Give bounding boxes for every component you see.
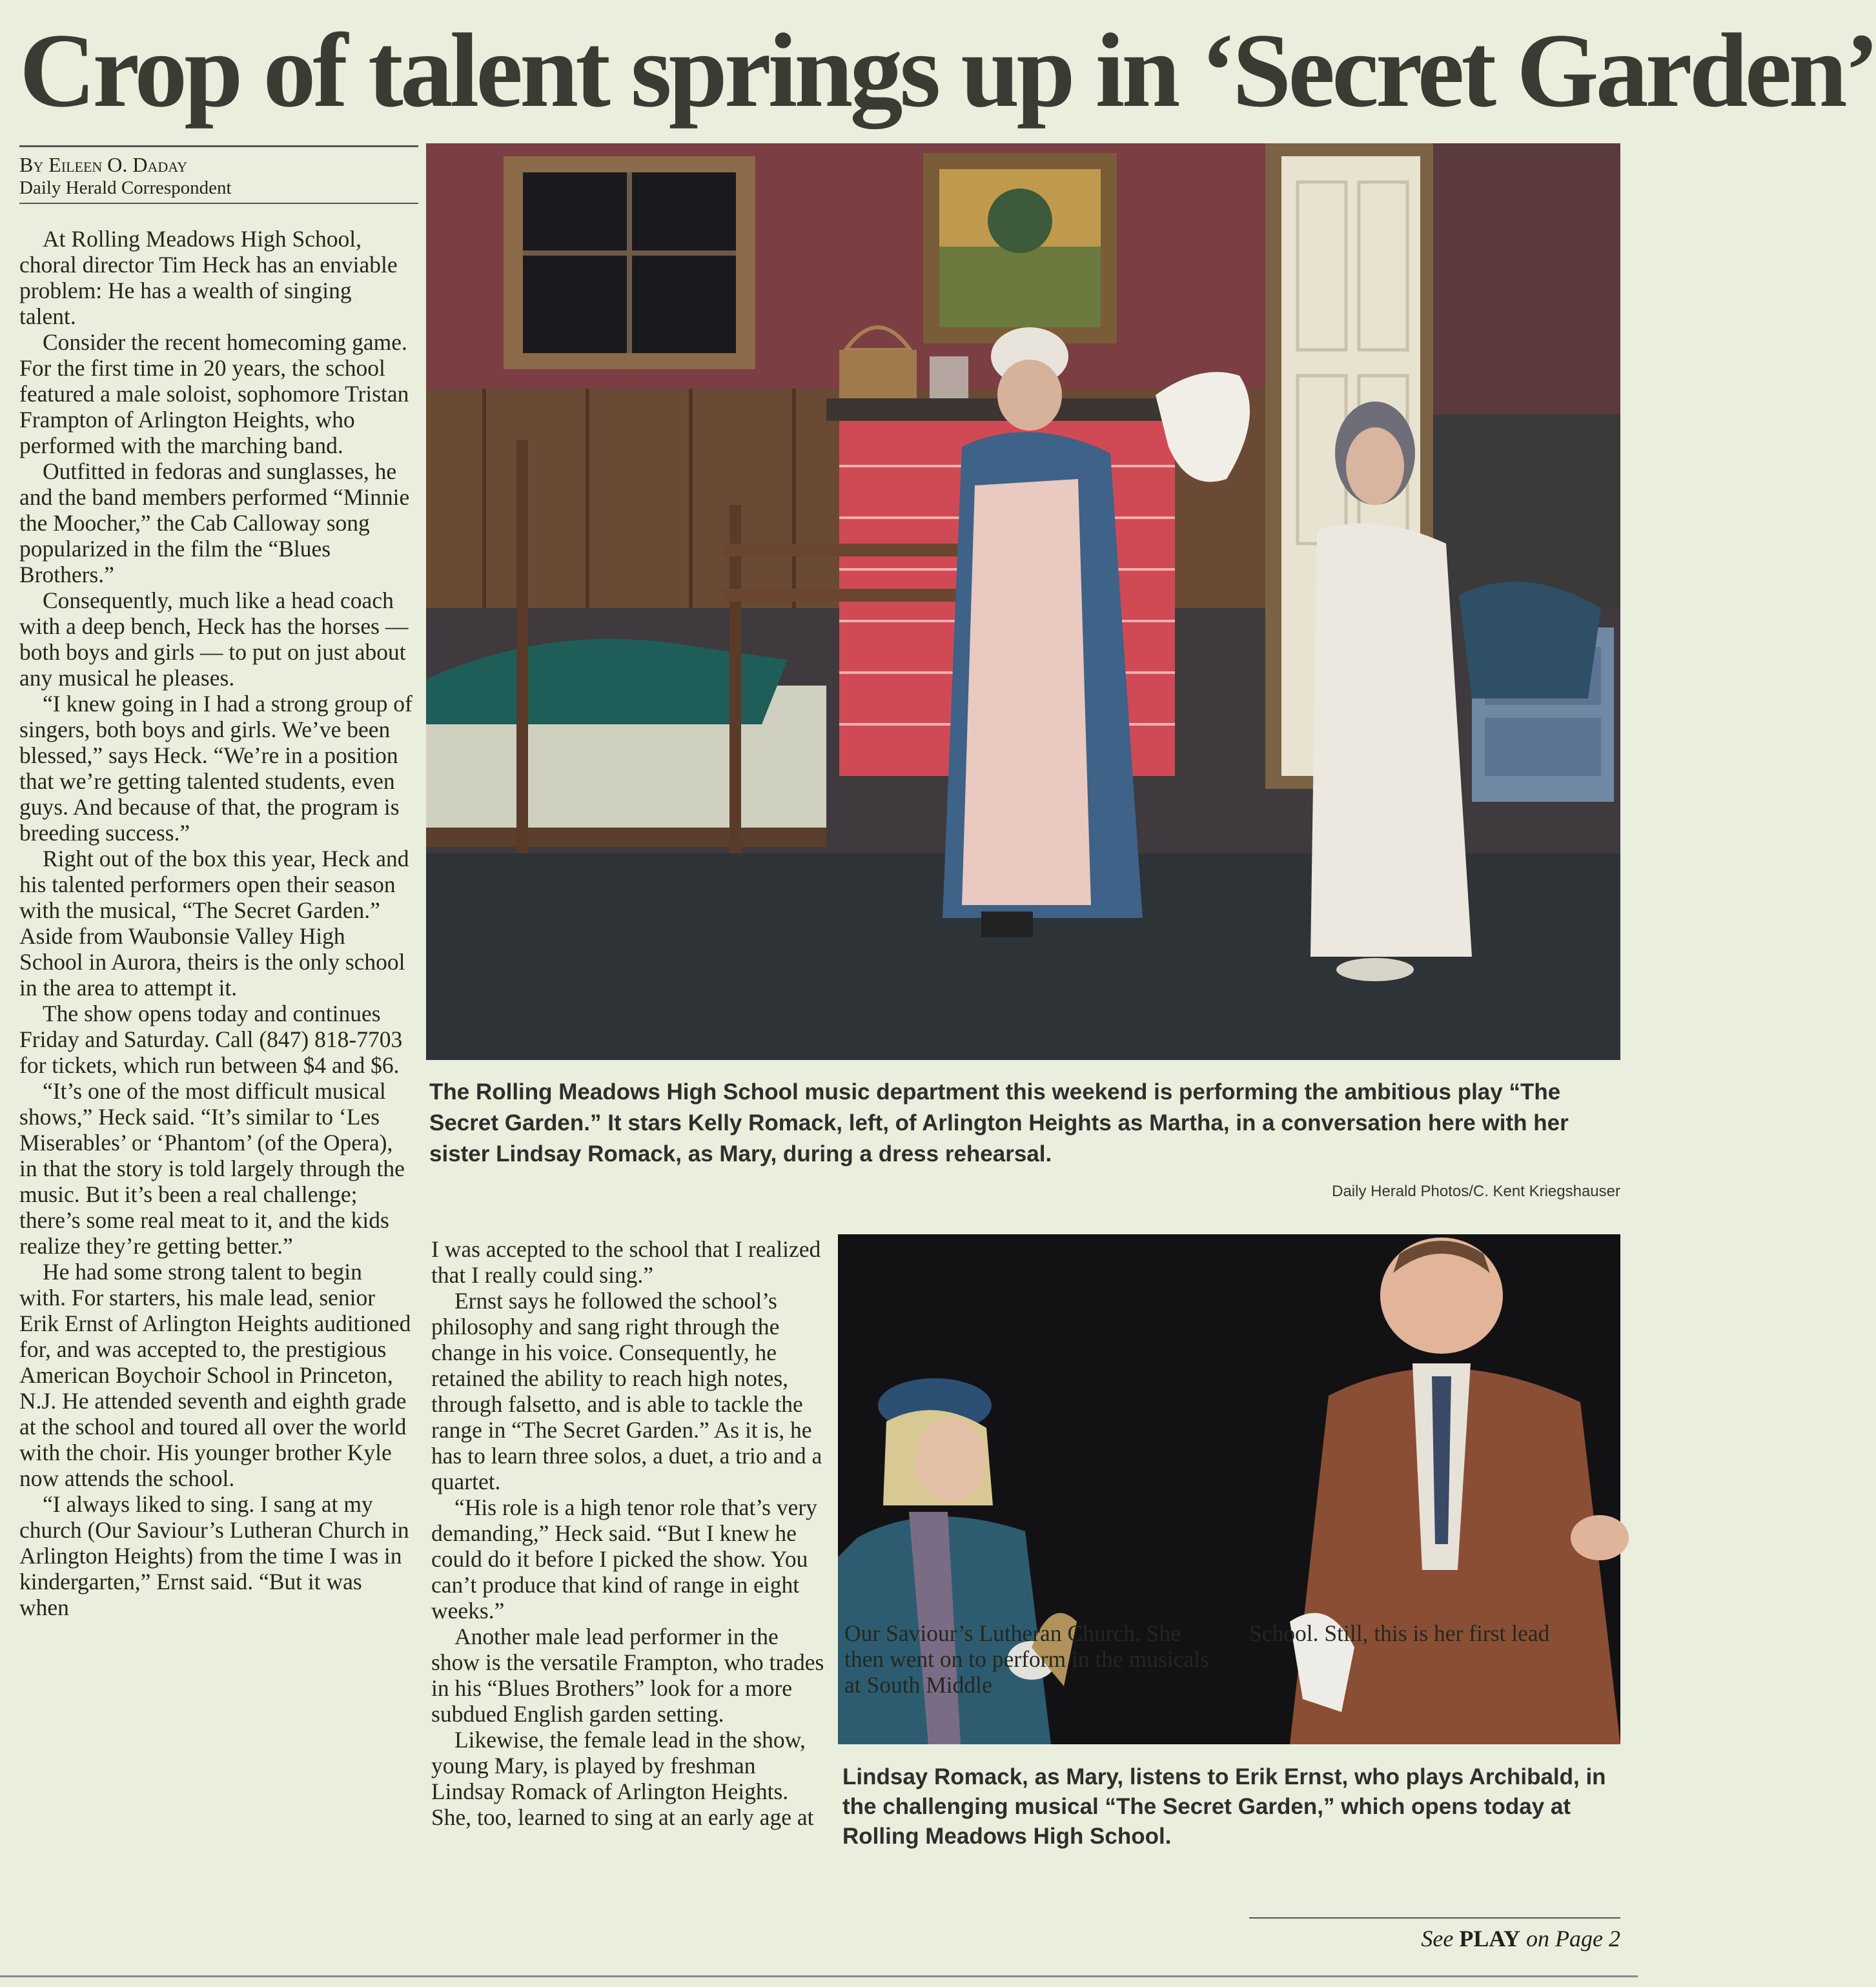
article-column-3 bbox=[844, 1620, 1212, 1698]
paragraph: Another male lead performer in the show is the versatile Frampton, who trades in his “Blues Brothers” look for a more subdued English garden setting. bbox=[431, 1624, 824, 1727]
jump-see: See bbox=[1421, 1926, 1454, 1951]
paragraph: Consider the recent homecoming game. For the first time in 20 years, the school featured a male soloist, sophomore Tristan Frampton of Arlington Heights, who performed with the marching band. bbox=[19, 329, 409, 458]
paragraph: Right out of the box this year, Heck and his talented performers open their season with the musical, “The Secret Garden.” Aside from Waubonsie Valley High School in Aurora, theirs is the only school in the area to attempt it. bbox=[19, 846, 409, 1001]
paragraph: Our Saviour’s Lutheran Church. She then went on to perform in the musicals at South Middle bbox=[844, 1620, 1209, 1698]
jump-page: on Page 2 bbox=[1526, 1926, 1620, 1951]
paragraph: At Rolling Meadows High School, choral director Tim Heck has an enviable problem: He has a wealth of singing talent. bbox=[19, 226, 398, 329]
article-column-1 bbox=[19, 226, 413, 1620]
paragraph: School. Still, this is her first lead bbox=[1249, 1620, 1550, 1646]
paragraph: “I always liked to sing. I sang at my church (Our Saviour’s Lutheran Church in Arlington Heights) from the time I was in kindergarten,” Ernst said. “But it was when bbox=[19, 1491, 409, 1620]
headline: Crop of talent springs up in ‘Secret Garden’ bbox=[19, 12, 1876, 129]
bedroom-scene-illustration bbox=[426, 143, 1620, 1060]
paragraph: Outfitted in fedoras and sunglasses, he and the band members performed “Minnie the Moocher,” the Cab Calloway song popularized in the film the “Blues Brothers.” bbox=[19, 458, 410, 587]
paragraph: Likewise, the female lead in the show, young Mary, is played by freshman Lindsay Romack of Arlington Heights. She, too, learned to sing at an early age at bbox=[431, 1727, 814, 1830]
photo-caption-1: The Rolling Meadows High School music department this weekend is performing the ambitious play “The Secret Garden.” It stars Kelly Romack, left, of Arlington Heights as Martha, in a conversation here with her sister Lindsay Romack, as Mary, during a dress rehearsal. bbox=[429, 1079, 1569, 1167]
affiliation: Daily Herald Correspondent bbox=[19, 178, 232, 198]
byline: By Eileen O. Daday bbox=[19, 153, 188, 176]
bottom-rule bbox=[0, 1975, 1638, 1977]
paragraph: “It’s one of the most difficult musical shows,” Heck said. “It’s similar to ‘Les Miserables’ or ‘Phantom’ (of the Opera), in that the story is told largely through the music. But it’s been a real challenge; there’s some real meat to it, and the kids realize they’re getting better.” bbox=[19, 1078, 405, 1259]
article-column-4 bbox=[1249, 1620, 1620, 1646]
paragraph: He had some strong talent to begin with. For starters, his male lead, senior Erik Ernst of Arlington Heights auditioned for, and was accepted to, the prestigious American Boychoir School in Princeton, N.J. He attended seventh and eighth grade at the school and toured all over the world with the choir. His younger brother Kyle now attends the school. bbox=[19, 1259, 411, 1491]
jump-line[interactable] bbox=[1249, 1917, 1620, 1952]
paragraph: The show opens today and continues Friday and Saturday. Call (847) 818-7703 for tickets, which run between $4 and $6. bbox=[19, 1001, 403, 1078]
photo-caption-2: Lindsay Romack, as Mary, listens to Erik Ernst, who plays Archibald, in the challenging musical “The Secret Garden,” which opens today at Rolling Meadows High School. bbox=[842, 1764, 1606, 1849]
jump-word: PLAY bbox=[1459, 1926, 1521, 1951]
paragraph: Consequently, much like a head coach with a deep bench, Heck has the horses — both boys and girls — to put on just about any musical he pleases. bbox=[19, 587, 409, 691]
byline-box bbox=[19, 145, 418, 204]
paragraph: “I knew going in I had a strong group of singers, both boys and girls. We’ve been blessed,” says Heck. “We’re in a position that we’re getting talented students, even guys. And because of that, the program is breeding success.” bbox=[19, 691, 413, 846]
stage-photo-bedroom bbox=[426, 143, 1620, 1060]
paragraph: “His role is a high tenor role that’s very demanding,” Heck said. “But I knew he could do it before I picked the show. You can’t produce that kind of range in eight weeks.” bbox=[431, 1494, 817, 1624]
photo-credit: Daily Herald Photos/C. Kent Kriegshauser bbox=[1332, 1183, 1620, 1200]
paragraph: Ernst says he followed the school’s philosophy and sang right through the change in his voice. Consequently, he retained the ability to reach high notes, through falsetto, and is able to tackle the range in “The Secret Garden.” As it is, he has to learn three solos, a duet, a trio and a quartet. bbox=[431, 1288, 822, 1494]
paragraph: I was accepted to the school that I realized that I really could sing.” bbox=[431, 1236, 821, 1288]
article-column-2 bbox=[431, 1236, 831, 1830]
